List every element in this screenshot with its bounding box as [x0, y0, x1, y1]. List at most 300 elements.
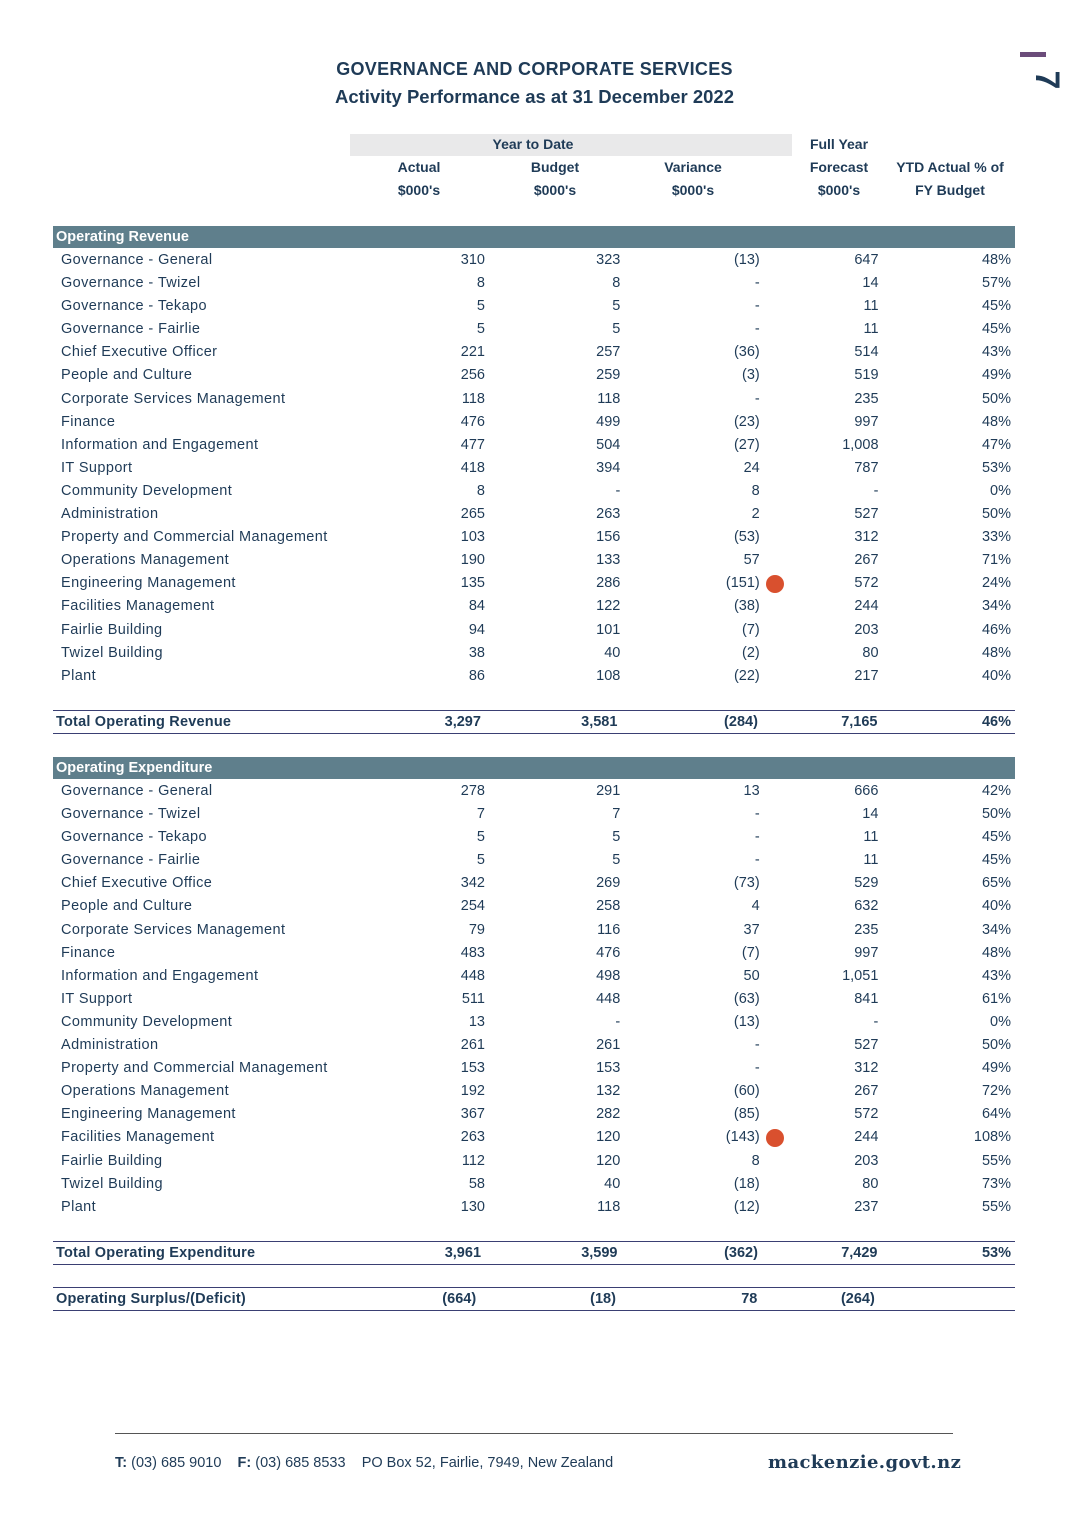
row-actual	[357, 1173, 485, 1196]
table-row	[53, 595, 1015, 618]
row-ytd-pct	[878, 895, 1015, 918]
table-row	[53, 1173, 1015, 1196]
table-row	[53, 341, 1015, 364]
row-label-text: Engineering Management	[61, 575, 236, 592]
row-ytd-pct	[878, 942, 1015, 965]
row-variance-text: (13)	[733, 1013, 760, 1030]
row-label	[53, 942, 357, 965]
row-variance-text: 37	[743, 921, 760, 938]
row-budget-text: 269	[596, 875, 621, 892]
row-forecast-text: 80	[862, 644, 879, 661]
expenditure-rows	[53, 780, 1015, 1219]
row-actual	[357, 1150, 485, 1173]
row-variance	[620, 895, 759, 918]
table-row	[53, 988, 1015, 1011]
row-variance	[620, 642, 759, 665]
table-row	[53, 1126, 1015, 1149]
row-variance	[620, 1196, 759, 1219]
row-label-text: Finance	[61, 944, 116, 961]
row-budget	[485, 780, 620, 803]
row-label	[53, 549, 357, 572]
table-row	[53, 665, 1015, 688]
row-variance-text: (23)	[733, 413, 760, 430]
row-actual	[357, 1126, 485, 1149]
row-actual	[357, 665, 485, 688]
row-variance	[620, 549, 759, 572]
row-forecast-text: 235	[854, 921, 879, 938]
ytd-pct-header: YTD Actual % of	[896, 159, 1004, 175]
row-forecast	[760, 434, 879, 457]
row-variance	[620, 1173, 759, 1196]
row-forecast-text: 80	[862, 1175, 879, 1192]
forecast-header: Forecast	[809, 159, 869, 175]
row-label	[53, 411, 357, 434]
row-label	[53, 364, 357, 387]
row-budget	[485, 1057, 620, 1080]
row-label-text: Community Development	[61, 482, 233, 499]
row-label-text: Corporate Services Management	[61, 390, 286, 407]
revenue-section-bar	[53, 226, 1015, 248]
row-label	[53, 318, 357, 341]
row-budget-text: 5	[612, 852, 621, 869]
row-variance-text: -	[754, 321, 760, 338]
row-forecast	[760, 318, 879, 341]
row-budget-text: 40	[604, 644, 621, 661]
row-actual-text: 367	[460, 1106, 485, 1123]
full-year-header: Full Year	[809, 136, 869, 152]
row-budget	[485, 1103, 620, 1126]
table-row	[53, 965, 1015, 988]
row-budget-text: 133	[596, 552, 621, 569]
row-actual-text: 7	[476, 806, 485, 823]
row-ytd-pct-text: 0%	[990, 482, 1011, 499]
row-actual	[357, 549, 485, 572]
total-forecast: 7,165	[841, 714, 878, 730]
variance-flag-icon	[766, 1129, 784, 1147]
row-actual	[357, 388, 485, 411]
row-forecast	[760, 665, 879, 688]
row-variance-text: (85)	[733, 1106, 760, 1123]
row-actual-text: 5	[476, 298, 485, 315]
revenue-total-row	[53, 710, 1015, 734]
row-label	[53, 480, 357, 503]
row-forecast-text: 11	[863, 321, 879, 338]
table-row	[53, 1011, 1015, 1034]
row-label-text: Plant	[61, 1198, 97, 1215]
row-actual	[357, 780, 485, 803]
row-ytd-pct	[879, 318, 1015, 341]
row-budget-text: 120	[596, 1152, 621, 1169]
row-label-text: People and Culture	[61, 367, 193, 384]
row-variance-text: -	[754, 390, 760, 407]
row-actual-text: 256	[460, 367, 485, 384]
row-actual	[357, 1011, 485, 1034]
row-label-text: Fairlie Building	[61, 1152, 163, 1169]
table-row	[53, 826, 1015, 849]
row-ytd-pct	[878, 1173, 1015, 1196]
row-budget-text: 153	[596, 1060, 621, 1077]
table-row	[53, 572, 1015, 595]
row-label-text: Administration	[61, 1037, 159, 1054]
total-variance: (284)	[724, 714, 758, 730]
row-actual	[357, 1057, 485, 1080]
row-ytd-pct	[879, 572, 1015, 595]
row-ytd-pct	[878, 1150, 1015, 1173]
row-variance	[620, 826, 759, 849]
row-actual	[357, 895, 485, 918]
row-label-text: Twizel Building	[61, 644, 163, 661]
row-forecast-text: -	[873, 1013, 879, 1030]
row-forecast	[760, 388, 879, 411]
table-row	[53, 1196, 1015, 1219]
row-variance-text: -	[754, 829, 760, 846]
row-label	[53, 872, 357, 895]
row-ytd-pct-text: 43%	[981, 967, 1011, 984]
row-actual-text: 13	[468, 1013, 485, 1030]
row-budget-text: 8	[612, 275, 621, 292]
row-budget	[485, 803, 620, 826]
row-actual	[357, 572, 485, 595]
table-row	[53, 457, 1015, 480]
row-ytd-pct	[879, 619, 1015, 642]
row-ytd-pct-text: 46%	[981, 621, 1011, 638]
row-ytd-pct	[878, 849, 1015, 872]
row-forecast-text: 235	[854, 390, 879, 407]
row-label-text: Governance - Fairlie	[61, 852, 201, 869]
row-variance	[620, 988, 759, 1011]
row-forecast-text: 666	[854, 783, 879, 799]
row-forecast	[760, 249, 879, 272]
row-budget-text: 156	[596, 529, 621, 546]
row-forecast	[760, 272, 879, 295]
row-label	[53, 826, 357, 849]
row-forecast-text: 244	[854, 1129, 879, 1146]
row-actual	[357, 942, 485, 965]
row-ytd-pct	[879, 341, 1015, 364]
row-budget	[485, 549, 620, 572]
page-tab-marker	[1020, 52, 1046, 57]
row-ytd-pct-text: 42%	[981, 783, 1011, 799]
row-variance-text: (143)	[725, 1129, 760, 1146]
variance-unit: $000's	[671, 182, 715, 198]
row-forecast	[760, 1150, 879, 1173]
row-ytd-pct-text: 50%	[981, 390, 1011, 407]
row-forecast	[760, 1057, 879, 1080]
row-forecast-text: 787	[854, 459, 879, 476]
row-label	[53, 526, 357, 549]
row-budget-text: 291	[596, 783, 621, 799]
row-variance	[620, 318, 759, 341]
row-actual	[357, 480, 485, 503]
forecast-unit: $000's	[817, 182, 861, 198]
row-actual-text: 135	[460, 575, 485, 592]
row-variance	[620, 272, 759, 295]
row-variance	[620, 1034, 759, 1057]
row-variance-text: -	[754, 298, 760, 315]
row-forecast	[760, 1011, 879, 1034]
row-budget	[485, 503, 620, 526]
table-row	[53, 411, 1015, 434]
row-budget-text: 259	[596, 367, 621, 384]
actual-unit: $000's	[397, 182, 441, 198]
row-ytd-pct	[878, 1196, 1015, 1219]
row-ytd-pct	[879, 665, 1015, 688]
budget-unit: $000's	[533, 182, 577, 198]
row-label	[53, 272, 357, 295]
row-label-text: Community Development	[61, 1013, 233, 1030]
row-variance-text: (3)	[742, 367, 760, 384]
row-label	[53, 1150, 357, 1173]
row-label-text: Chief Executive Office	[61, 875, 213, 892]
row-forecast-text: 11	[863, 829, 879, 846]
row-budget	[485, 826, 620, 849]
row-actual-text: 192	[460, 1083, 485, 1100]
row-forecast	[760, 988, 879, 1011]
row-ytd-pct	[878, 872, 1015, 895]
row-label-text: Facilities Management	[61, 598, 215, 615]
row-variance-text: 8	[751, 1152, 760, 1169]
row-variance	[620, 1126, 759, 1149]
table-row	[53, 849, 1015, 872]
row-forecast-text: 841	[854, 990, 879, 1007]
row-label-text: Information and Engagement	[61, 967, 259, 984]
row-label-text: Administration	[61, 506, 159, 523]
row-variance-text: 8	[751, 482, 760, 499]
total-actual: 3,961	[444, 1245, 482, 1261]
row-variance-text: (2)	[742, 644, 760, 661]
row-actual	[357, 619, 485, 642]
table-row	[53, 780, 1015, 803]
row-forecast	[760, 919, 879, 942]
row-actual	[357, 965, 485, 988]
row-budget-text: 323	[596, 252, 621, 268]
row-budget-text: 476	[596, 944, 621, 961]
row-actual	[357, 318, 485, 341]
row-forecast	[760, 341, 879, 364]
row-forecast	[760, 1173, 879, 1196]
row-actual	[357, 872, 485, 895]
table-row	[53, 503, 1015, 526]
row-variance	[620, 919, 759, 942]
row-label-text: Governance - Twizel	[61, 275, 201, 292]
row-forecast-text: 244	[854, 598, 879, 615]
row-ytd-pct	[878, 1080, 1015, 1103]
row-label-text: Corporate Services Management	[61, 921, 286, 938]
row-actual-text: 261	[460, 1037, 485, 1054]
row-label	[53, 1080, 357, 1103]
row-forecast	[760, 503, 879, 526]
row-budget	[485, 388, 620, 411]
row-label-text: Chief Executive Officer	[61, 344, 218, 361]
row-actual-text: 477	[460, 436, 485, 453]
table-row	[53, 272, 1015, 295]
row-ytd-pct-text: 48%	[981, 644, 1011, 661]
row-forecast-text: 527	[854, 1037, 879, 1054]
row-budget	[485, 1011, 620, 1034]
total-pct: 46%	[981, 714, 1011, 730]
row-ytd-pct-text: 50%	[981, 806, 1011, 823]
row-ytd-pct	[879, 526, 1015, 549]
row-actual-text: 254	[460, 898, 485, 915]
row-ytd-pct	[878, 780, 1015, 803]
row-ytd-pct	[878, 803, 1015, 826]
row-variance-text: (73)	[733, 875, 760, 892]
row-ytd-pct	[878, 826, 1015, 849]
row-forecast-text: 572	[854, 1106, 879, 1123]
row-variance-text: 57	[743, 552, 760, 569]
surplus-variance: 78	[741, 1291, 758, 1307]
total-label: Total Operating Revenue	[56, 714, 232, 730]
row-ytd-pct-text: 72%	[981, 1083, 1011, 1100]
row-ytd-pct-text: 40%	[981, 898, 1011, 915]
actual-header: Actual	[397, 159, 441, 175]
row-ytd-pct-text: 40%	[981, 667, 1011, 684]
surplus-actual: (664)	[442, 1291, 477, 1307]
row-budget	[485, 1150, 620, 1173]
row-variance	[620, 295, 759, 318]
table-row	[53, 480, 1015, 503]
row-budget	[485, 919, 620, 942]
fy-budget-header: FY Budget	[915, 182, 985, 198]
row-actual-text: 263	[460, 1129, 485, 1146]
row-budget-text: 499	[596, 413, 621, 430]
row-ytd-pct-text: 55%	[981, 1198, 1011, 1215]
row-forecast-text: 572	[854, 575, 879, 592]
revenue-rows	[53, 249, 1015, 688]
row-ytd-pct	[879, 434, 1015, 457]
row-ytd-pct-text: 45%	[981, 852, 1011, 869]
row-variance	[620, 364, 759, 387]
row-budget	[485, 1126, 620, 1149]
row-variance	[620, 341, 759, 364]
row-ytd-pct	[879, 295, 1015, 318]
row-variance-text: -	[754, 275, 760, 292]
revenue-section-label: Operating Revenue	[56, 229, 189, 245]
row-forecast	[760, 895, 879, 918]
total-budget: 3,599	[581, 1245, 618, 1261]
row-ytd-pct-text: 34%	[981, 921, 1011, 938]
table-row	[53, 364, 1015, 387]
total-pct: 53%	[981, 1245, 1011, 1261]
row-label	[53, 780, 357, 803]
row-budget	[485, 872, 620, 895]
row-label-text: IT Support	[61, 990, 133, 1007]
row-budget-text: 116	[597, 921, 621, 938]
row-budget-text: 40	[604, 1175, 621, 1192]
row-ytd-pct-text: 53%	[981, 459, 1011, 476]
row-actual-text: 448	[460, 967, 485, 984]
row-label	[53, 919, 357, 942]
row-budget	[485, 249, 620, 272]
row-variance-text: (18)	[733, 1175, 760, 1192]
row-forecast-text: 514	[854, 344, 879, 361]
row-label	[53, 388, 357, 411]
row-forecast-text: 11	[863, 298, 879, 315]
row-actual	[357, 595, 485, 618]
row-actual-text: 38	[468, 644, 485, 661]
row-label	[53, 642, 357, 665]
row-label	[53, 1173, 357, 1196]
row-label	[53, 503, 357, 526]
row-label	[53, 895, 357, 918]
row-variance	[620, 434, 759, 457]
row-variance-text: (22)	[733, 667, 760, 684]
budget-header: Budget	[530, 159, 580, 175]
row-label	[53, 665, 357, 688]
fax-label: F:	[237, 1455, 252, 1471]
ytd-group-header: Year to Date	[492, 136, 574, 152]
row-ytd-pct-text: 48%	[981, 252, 1011, 268]
row-ytd-pct-text: 45%	[981, 829, 1011, 846]
row-actual-text: 58	[468, 1175, 485, 1192]
table-row	[53, 318, 1015, 341]
row-variance-text: -	[754, 1037, 760, 1054]
row-actual-text: 476	[460, 413, 485, 430]
surplus-label: Operating Surplus/(Deficit)	[56, 1291, 246, 1307]
row-forecast-text: 217	[854, 667, 879, 684]
row-actual-text: 5	[476, 321, 485, 338]
row-variance-text: (27)	[733, 436, 760, 453]
row-label	[53, 1103, 357, 1126]
row-ytd-pct	[878, 965, 1015, 988]
row-actual	[357, 526, 485, 549]
table-row	[53, 1057, 1015, 1080]
row-forecast	[760, 457, 879, 480]
row-ytd-pct-text: 50%	[981, 506, 1011, 523]
row-variance	[620, 780, 759, 803]
row-label	[53, 1126, 357, 1149]
row-forecast-text: 312	[854, 1060, 879, 1077]
row-ytd-pct	[879, 480, 1015, 503]
row-budget-text: 286	[596, 575, 621, 592]
table-row	[53, 872, 1015, 895]
row-actual-text: 8	[476, 482, 485, 499]
row-actual-text: 483	[460, 944, 485, 961]
row-label-text: Operations Management	[61, 552, 229, 569]
row-budget-text: -	[615, 482, 621, 499]
row-forecast	[760, 642, 879, 665]
row-ytd-pct	[879, 364, 1015, 387]
row-label	[53, 595, 357, 618]
row-actual-text: 84	[468, 598, 485, 615]
row-ytd-pct	[879, 388, 1015, 411]
row-ytd-pct-text: 64%	[981, 1106, 1011, 1123]
row-variance-text: -	[754, 806, 760, 823]
row-forecast	[760, 780, 879, 803]
table-row	[53, 895, 1015, 918]
row-actual-text: 5	[476, 852, 485, 869]
row-variance	[620, 872, 759, 895]
row-ytd-pct-text: 71%	[981, 552, 1011, 569]
row-ytd-pct	[879, 549, 1015, 572]
row-budget	[485, 526, 620, 549]
row-actual	[357, 295, 485, 318]
row-variance	[620, 595, 759, 618]
row-budget-text: 263	[596, 506, 621, 523]
website-link[interactable]: mackenzie.govt.nz	[768, 1452, 962, 1473]
row-forecast-text: 203	[854, 621, 879, 638]
row-budget	[485, 965, 620, 988]
row-variance	[620, 619, 759, 642]
row-budget	[485, 1080, 620, 1103]
table-row	[53, 803, 1015, 826]
row-budget-text: 5	[612, 321, 621, 338]
row-variance	[620, 411, 759, 434]
row-budget	[485, 318, 620, 341]
row-forecast-text: 647	[854, 252, 879, 268]
row-actual	[357, 1196, 485, 1219]
row-budget	[485, 1034, 620, 1057]
